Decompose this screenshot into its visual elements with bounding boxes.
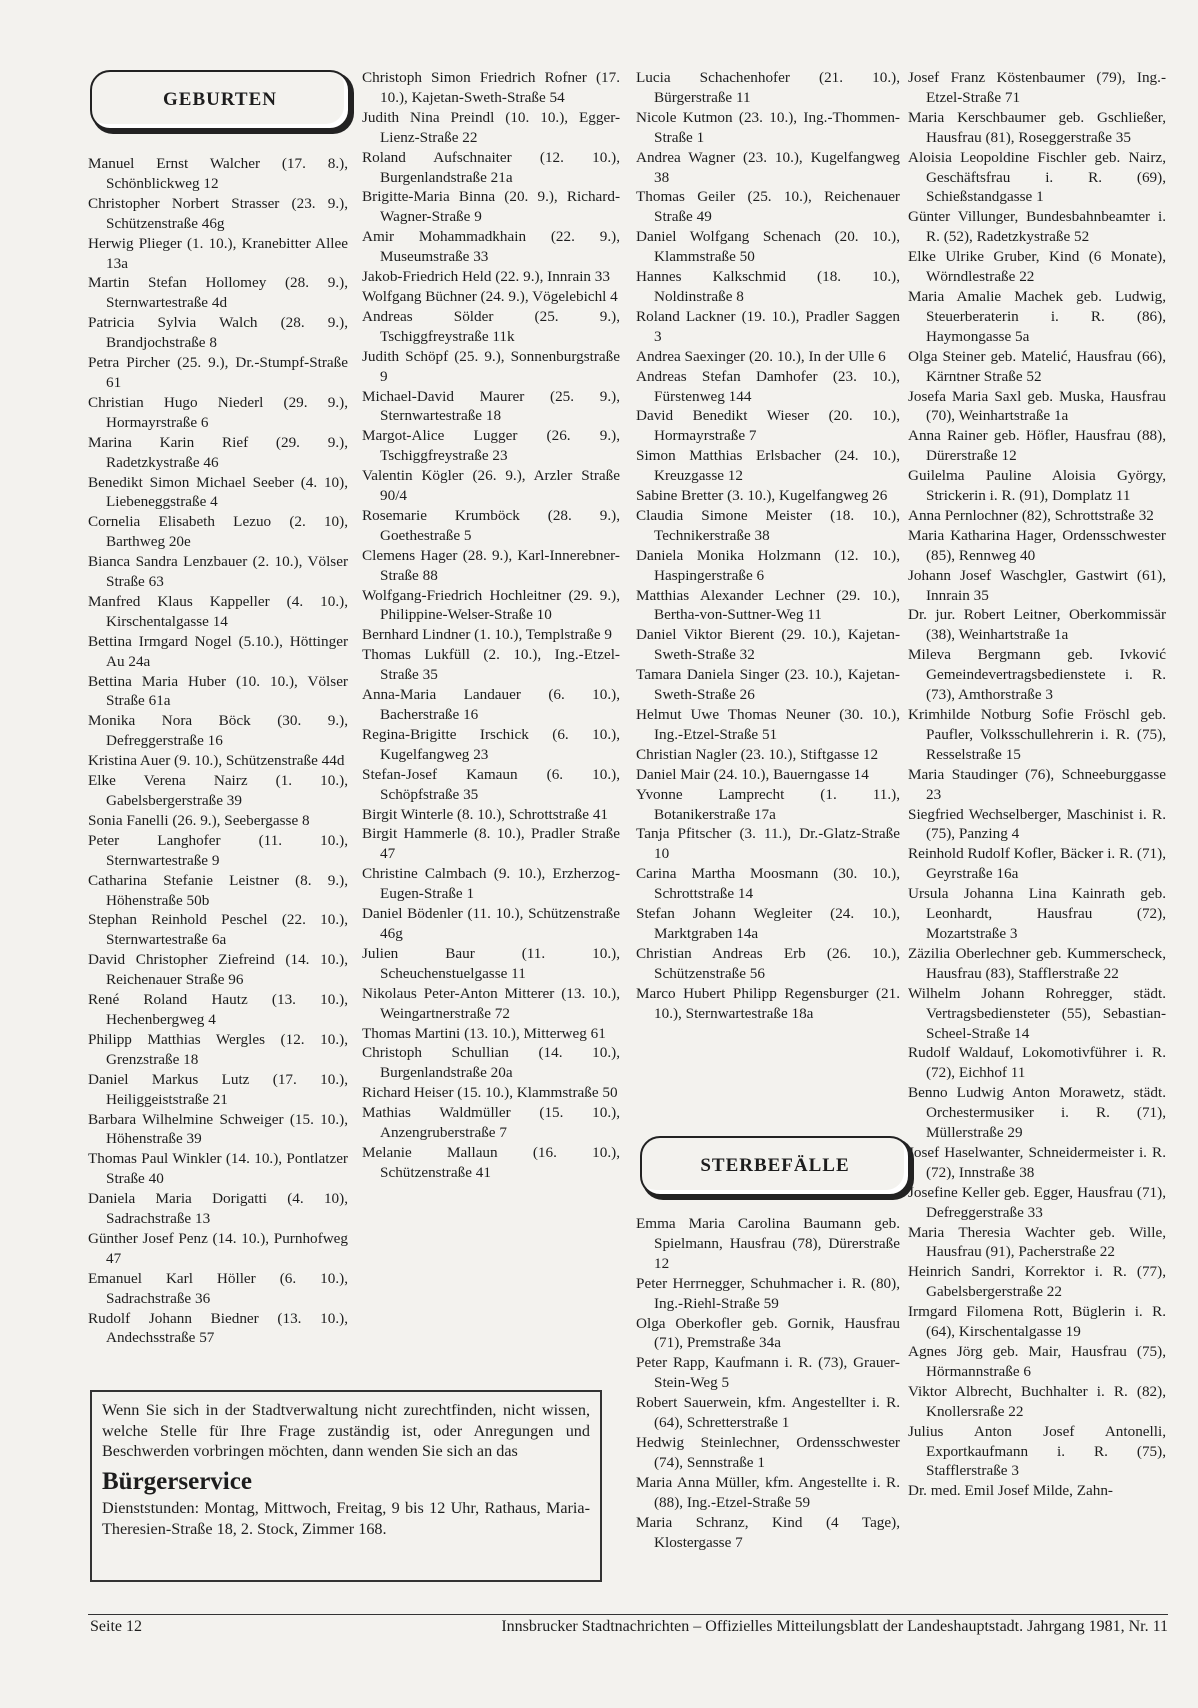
list-item: Josefine Keller geb. Egger, Hausfrau (71), Defreggerstraße 33 bbox=[908, 1183, 1166, 1221]
list-item: Christoph Simon Friedrich Rofner (17. 10.), Kajetan-Sweth-Straße 54 bbox=[362, 69, 620, 106]
list-item: Günter Villunger, Bundesbahnbeamter i. R. (52), Radetzkystraße 52 bbox=[908, 208, 1166, 246]
list-item: Josef Franz Köstenbaumer (79), Ing.-Etzel-Straße 71 bbox=[908, 69, 1166, 106]
list-item: Christian Hugo Niederl (29. 9.), Hormayrstraße 6 bbox=[88, 393, 348, 431]
list-item: Wilhelm Johann Rohregger, städt. Vertragsbediensteter (55), Sebastian-Scheel-Straße 14 bbox=[908, 984, 1166, 1042]
list-item: Thomas Geiler (25. 10.), Reichenauer Straße 49 bbox=[636, 188, 900, 226]
list-item: Barbara Wilhelmine Schweiger (15. 10.), Höhenstraße 39 bbox=[88, 1110, 348, 1148]
list-item: Thomas Paul Winkler (14. 10.), Pontlatzer Straße 40 bbox=[88, 1150, 348, 1188]
list-item: Rosemarie Krumböck (28. 9.), Goethestraße 5 bbox=[362, 506, 620, 544]
list-item: Daniel Mair (24. 10.), Bauerngasse 14 bbox=[636, 765, 869, 783]
list-item: Julius Anton Josef Antonelli, Exportkaufmann i. R. (75), Stafflerstraße 3 bbox=[908, 1422, 1166, 1480]
info-text: Wenn Sie sich in der Stadtverwaltung nicht zurechtfinden, nicht wissen, welche Stelle für Ihre Frage zuständig ist, oder Anregungen und Beschwerden vorbringen möchten, dann wenden Sie sich an das bbox=[102, 1401, 590, 1460]
list-item: Peter Herrnegger, Schuhmacher i. R. (80), Ing.-Riehl-Straße 59 bbox=[636, 1274, 900, 1312]
list-item: Andreas Stefan Damhofer (23. 10.), Fürstenweg 144 bbox=[636, 367, 900, 405]
list-item: Reinhold Rudolf Kofler, Bäcker i. R. (71), Geyrstraße 16a bbox=[908, 845, 1166, 883]
list-item: Julien Baur (11. 10.), Scheuchenstuelgasse 11 bbox=[362, 944, 620, 982]
list-item: Brigitte-Maria Binna (20. 9.), Richard-Wagner-Straße 9 bbox=[362, 188, 620, 226]
sterbefaelle-heading: STERBEFÄLLE bbox=[640, 1136, 910, 1196]
list-item: Claudia Simone Meister (18. 10.), Technikerstraße 38 bbox=[636, 506, 900, 544]
buergerservice-box bbox=[90, 1390, 602, 1582]
list-item: Sonia Fanelli (26. 9.), Seebergasse 8 bbox=[88, 811, 310, 829]
list-item: Regina-Brigitte Irschick (6. 10.), Kugelfangweg 23 bbox=[362, 725, 620, 763]
column-2 bbox=[362, 68, 620, 1183]
info-hours: Dienststunden: Montag, Mittwoch, Freitag, 9 bis 12 Uhr, Rathaus, Maria-Theresien-Straße 18, 2. Stock, Zimmer 168. bbox=[102, 1499, 590, 1538]
list-item: René Roland Hautz (13. 10.), Hechenbergweg 4 bbox=[88, 991, 348, 1028]
list-item: Dr. jur. Robert Leitner, Oberkommissär (38), Weinhartstraße 1a bbox=[908, 606, 1166, 644]
page-number: Seite 12 bbox=[90, 1618, 142, 1635]
list-item: Nikolaus Peter-Anton Mitterer (13. 10.), Weingartnerstraße 72 bbox=[362, 984, 620, 1022]
column-3-births bbox=[636, 68, 900, 1024]
list-item: Andrea Wagner (23. 10.), Kugelfangweg 38 bbox=[636, 148, 900, 186]
list-item: Hannes Kalkschmid (18. 10.), Noldinstraße 8 bbox=[636, 268, 900, 305]
list-item: Benedikt Simon Michael Seeber (4. 10), Liebeneggstraße 4 bbox=[88, 473, 348, 511]
list-item: Aloisia Leopoldine Fischler geb. Nairz, Geschäftsfrau i. R. (69), Schießstandgasse 1 bbox=[908, 148, 1166, 206]
list-item: Matthias Alexander Lechner (29. 10.), Bertha-von-Suttner-Weg 11 bbox=[636, 586, 900, 624]
column-3 bbox=[636, 68, 900, 1024]
list-item: Christopher Norbert Strasser (23. 9.), Schützenstraße 46g bbox=[88, 194, 348, 232]
list-item: Daniel Markus Lutz (17. 10.), Heiliggeiststraße 21 bbox=[88, 1070, 348, 1108]
geburten-heading: GEBURTEN bbox=[90, 70, 350, 130]
list-item: Judith Schöpf (25. 9.), Sonnenburgstraße 9 bbox=[362, 347, 620, 385]
list-item: Daniel Viktor Bierent (29. 10.), Kajetan-Sweth-Straße 32 bbox=[636, 626, 900, 664]
footer-divider bbox=[88, 1614, 1168, 1615]
list-item: Maria Anna Müller, kfm. Angestellte i. R. (88), Ing.-Etzel-Straße 59 bbox=[636, 1473, 900, 1511]
list-item: Lucia Schachenhofer (21. 10.), Bürgerstraße 11 bbox=[636, 69, 900, 106]
list-item: David Benedikt Wieser (20. 10.), Hormayrstraße 7 bbox=[636, 407, 900, 445]
list-item: Patricia Sylvia Walch (28. 9.), Brandjochstraße 8 bbox=[88, 314, 348, 352]
list-item: Amir Mohammadkhain (22. 9.), Museumstraße 33 bbox=[362, 228, 620, 266]
list-item: Viktor Albrecht, Buchhalter i. R. (82), Knollersraße 22 bbox=[908, 1382, 1166, 1420]
list-item: Guilelma Pauline Aloisia György, Strickerin i. R. (91), Domplatz 11 bbox=[908, 467, 1166, 505]
list-item: Heinrich Sandri, Korrektor i. R. (77), Gabelsbergerstraße 22 bbox=[908, 1263, 1166, 1301]
list-item: Bernhard Lindner (1. 10.), Templstraße 9 bbox=[362, 626, 613, 644]
list-item: Jakob-Friedrich Held (22. 9.), Innrain 33 bbox=[362, 268, 610, 286]
list-item: Maria Theresia Wachter geb. Wille, Hausfrau (91), Pacherstraße 22 bbox=[908, 1223, 1166, 1261]
list-item: Christoph Schullian (14. 10.), Burgenlandstraße 20a bbox=[362, 1044, 620, 1082]
column-1 bbox=[88, 154, 348, 1348]
list-item: Catharina Stefanie Leistner (8. 9.), Höhenstraße 50b bbox=[88, 871, 348, 909]
list-item: Zäzilia Oberlechner geb. Kummerscheck, Hausfrau (83), Stafflerstraße 22 bbox=[908, 944, 1166, 982]
publication-line: Innsbrucker Stadtnachrichten – Offizielles Mitteilungsblatt der Landeshauptstadt. Jahrgang 1981, Nr. 11 bbox=[501, 1618, 1168, 1635]
list-item: Elke Ulrike Gruber, Kind (6 Monate), Wörndlestraße 22 bbox=[908, 248, 1166, 286]
list-item: Roland Aufschnaiter (12. 10.), Burgenlandstraße 21a bbox=[362, 148, 620, 186]
list-item: Sabine Bretter (3. 10.), Kugelfangweg 26 bbox=[636, 487, 888, 505]
list-item: Yvonne Lamprecht (1. 11.), Botanikerstraße 17a bbox=[636, 785, 900, 823]
list-item: Clemens Hager (28. 9.), Karl-Innerebner-Straße 88 bbox=[362, 546, 620, 584]
list-item: Monika Nora Böck (30. 9.), Defreggerstraße 16 bbox=[88, 712, 348, 750]
list-item: Dr. med. Emil Josef Milde, Zahn- bbox=[908, 1482, 1113, 1500]
list-item: Martin Stefan Hollomey (28. 9.), Sternwartestraße 4d bbox=[88, 274, 348, 312]
list-item: David Christopher Ziefreind (14. 10.), Reichenauer Straße 96 bbox=[88, 951, 348, 989]
list-item: Simon Matthias Erlsbacher (24. 10.), Kreuzgasse 12 bbox=[636, 447, 900, 485]
list-item: Andreas Sölder (25. 9.), Tschiggfreystraße 11k bbox=[362, 307, 620, 345]
list-item: Manfred Klaus Kappeller (4. 10.), Kirschentalgasse 14 bbox=[88, 592, 348, 630]
list-item: Mileva Bergmann geb. Ivković Gemeindevertragsbedienstete i. R. (73), Amthorstraße 3 bbox=[908, 646, 1166, 704]
list-item: Josef Haselwanter, Schneidermeister i. R. (72), Innstraße 38 bbox=[908, 1143, 1166, 1181]
list-item: Peter Rapp, Kaufmann i. R. (73), Grauer-Stein-Weg 5 bbox=[636, 1354, 900, 1392]
list-item: Thomas Lukfüll (2. 10.), Ing.-Etzel-Straße 35 bbox=[362, 646, 620, 684]
list-item: Benno Ludwig Anton Morawetz, städt. Orchestermusiker i. R. (71), Müllerstraße 29 bbox=[908, 1084, 1166, 1142]
list-item: Margot-Alice Lugger (26. 9.), Tschiggfreystraße 23 bbox=[362, 427, 620, 465]
list-item: Michael-David Maurer (25. 9.), Sternwartestraße 18 bbox=[362, 387, 620, 425]
list-item: Andrea Saexinger (20. 10.), In der Ulle 6 bbox=[636, 347, 886, 365]
list-item: Daniela Monika Holzmann (12. 10.), Haspingerstraße 6 bbox=[636, 546, 900, 584]
list-item: Hedwig Steinlechner, Ordensschwester (74), Sennstraße 1 bbox=[636, 1433, 900, 1471]
list-item: Manuel Ernst Walcher (17. 8.), Schönblickweg 12 bbox=[88, 155, 348, 192]
list-item: Bianca Sandra Lenzbauer (2. 10.), Völser Straße 63 bbox=[88, 553, 348, 591]
list-item: Bettina Maria Huber (10. 10.), Völser Straße 61a bbox=[88, 672, 348, 710]
list-item: Bettina Irmgard Nogel (5.10.), Höttinger Au 24a bbox=[88, 632, 348, 670]
list-item: Tanja Pfitscher (3. 11.), Dr.-Glatz-Straße 10 bbox=[636, 825, 900, 863]
list-item: Thomas Martini (13. 10.), Mitterweg 61 bbox=[362, 1024, 606, 1042]
list-item: Kristina Auer (9. 10.), Schützenstraße 44d bbox=[88, 752, 345, 770]
list-item: Maria Katharina Hager, Ordensschwester (85), Rennweg 40 bbox=[908, 526, 1166, 564]
list-item: Olga Steiner geb. Matelić, Hausfrau (66), Kärntner Straße 52 bbox=[908, 347, 1166, 385]
list-item: Anna Pernlochner (82), Schrottstraße 32 bbox=[908, 506, 1154, 524]
list-item: Birgit Winterle (8. 10.), Schrottstraße 41 bbox=[362, 805, 609, 823]
list-item: Agnes Jörg geb. Mair, Hausfrau (75), Hörmannstraße 6 bbox=[908, 1343, 1166, 1380]
list-item: Melanie Mallaun (16. 10.), Schützenstraße 41 bbox=[362, 1143, 620, 1181]
list-item: Herwig Plieger (1. 10.), Kranebitter Allee 13a bbox=[88, 234, 348, 272]
column-3-deaths bbox=[636, 1214, 900, 1552]
list-item: Anna-Maria Landauer (6. 10.), Bacherstraße 16 bbox=[362, 686, 620, 723]
list-item: Krimhilde Notburg Sofie Fröschl geb. Paufler, Volksschullehrerin i. R. (75), Resselstraße 15 bbox=[908, 706, 1166, 763]
list-item: Helmut Uwe Thomas Neuner (30. 10.), Ing.-Etzel-Straße 51 bbox=[636, 706, 900, 743]
list-item: Christine Calmbach (9. 10.), Erzherzog-Eugen-Straße 1 bbox=[362, 865, 620, 903]
list-item: Josefa Maria Saxl geb. Muska, Hausfrau (70), Weinhartstraße 1a bbox=[908, 387, 1166, 425]
list-item: Johann Josef Waschgler, Gastwirt (61), Innrain 35 bbox=[908, 566, 1166, 604]
list-item: Maria Amalie Machek geb. Ludwig, Steuerberaterin i. R. (86), Haymongasse 5a bbox=[908, 287, 1166, 345]
list-item: Daniel Bödenler (11. 10.), Schützenstraße 46g bbox=[362, 905, 620, 942]
list-item: Philipp Matthias Wergles (12. 10.), Grenzstraße 18 bbox=[88, 1030, 348, 1068]
list-item: Wolfgang-Friedrich Hochleitner (29. 9.), Philippine-Welser-Straße 10 bbox=[362, 586, 620, 624]
list-item: Olga Oberkofler geb. Gornik, Hausfrau (71), Premstraße 34a bbox=[636, 1314, 900, 1352]
list-item: Valentin Kögler (26. 9.), Arzler Straße 90/4 bbox=[362, 467, 620, 505]
list-item: Anna Rainer geb. Höfler, Hausfrau (88), Dürerstraße 12 bbox=[908, 427, 1166, 465]
list-item: Maria Schranz, Kind (4 Tage), Klostergasse 7 bbox=[636, 1513, 900, 1551]
list-item: Marina Karin Rief (29. 9.), Radetzkystraße 46 bbox=[88, 433, 348, 471]
list-item: Cornelia Elisabeth Lezuo (2. 10), Barthweg 20e bbox=[88, 513, 348, 551]
list-item: Peter Langhofer (11. 10.), Sternwartestraße 9 bbox=[88, 831, 348, 869]
list-item: Elke Verena Nairz (1. 10.), Gabelsbergerstraße 39 bbox=[88, 772, 348, 809]
info-title: Bürgerservice bbox=[102, 1467, 252, 1495]
list-item: Marco Hubert Philipp Regensburger (21. 10.), Sternwartestraße 18a bbox=[636, 984, 900, 1022]
list-item: Stefan-Josef Kamaun (6. 10.), Schöpfstraße 35 bbox=[362, 765, 620, 803]
list-item: Roland Lackner (19. 10.), Pradler Saggen 3 bbox=[636, 307, 900, 345]
list-item: Birgit Hammerle (8. 10.), Pradler Straße 47 bbox=[362, 825, 620, 863]
list-item: Carina Martha Moosmann (30. 10.), Schrottstraße 14 bbox=[636, 865, 900, 903]
list-item: Nicole Kutmon (23. 10.), Ing.-Thommen-Straße 1 bbox=[636, 108, 900, 146]
list-item: Petra Pircher (25. 9.), Dr.-Stumpf-Straße 61 bbox=[88, 354, 348, 391]
list-item: Christian Nagler (23. 10.), Stiftgasse 12 bbox=[636, 745, 879, 763]
list-item: Stephan Reinhold Peschel (22. 10.), Sternwartestraße 6a bbox=[88, 911, 348, 949]
list-item: Judith Nina Preindl (10. 10.), Egger-Lienz-Straße 22 bbox=[362, 108, 620, 146]
list-item: Emma Maria Carolina Baumann geb. Spielmann, Hausfrau (78), Dürerstraße 12 bbox=[636, 1215, 900, 1272]
list-item: Christian Andreas Erb (26. 10.), Schützenstraße 56 bbox=[636, 944, 900, 982]
list-item: Stefan Johann Wegleiter (24. 10.), Marktgraben 14a bbox=[636, 905, 900, 942]
list-item: Rudolf Waldauf, Lokomotivführer i. R. (72), Eichhof 11 bbox=[908, 1044, 1166, 1082]
list-item: Daniel Wolfgang Schenach (20. 10.), Klammstraße 50 bbox=[636, 228, 900, 266]
list-item: Robert Sauerwein, kfm. Angestellter i. R. (64), Schretterstraße 1 bbox=[636, 1394, 900, 1432]
list-item: Rudolf Johann Biedner (13. 10.), Andechsstraße 57 bbox=[88, 1309, 348, 1347]
list-item: Tamara Daniela Singer (23. 10.), Kajetan-Sweth-Straße 26 bbox=[636, 666, 900, 704]
list-item: Ursula Johanna Lina Kainrath geb. Leonhardt, Hausfrau (72), Mozartstraße 3 bbox=[908, 885, 1166, 942]
list-item: Daniela Maria Dorigatti (4. 10), Sadrachstraße 13 bbox=[88, 1190, 348, 1228]
list-item: Siegfried Wechselberger, Maschinist i. R. (75), Panzing 4 bbox=[908, 805, 1166, 843]
list-item: Emanuel Karl Höller (6. 10.), Sadrachstraße 36 bbox=[88, 1269, 348, 1307]
list-item: Günther Josef Penz (14. 10.), Purnhofweg 47 bbox=[88, 1229, 348, 1267]
list-item: Wolfgang Büchner (24. 9.), Vögelebichl 4 bbox=[362, 287, 618, 305]
list-item: Irmgard Filomena Rott, Büglerin i. R. (64), Kirschentalgasse 19 bbox=[908, 1303, 1166, 1341]
list-item: Maria Staudinger (76), Schneeburggasse 23 bbox=[908, 765, 1166, 803]
list-item: Richard Heiser (15. 10.), Klammstraße 50 bbox=[362, 1084, 618, 1102]
column-4 bbox=[908, 68, 1166, 1501]
list-item: Mathias Waldmüller (15. 10.), Anzengruberstraße 7 bbox=[362, 1104, 620, 1142]
list-item: Maria Kerschbaumer geb. Gschließer, Hausfrau (81), Roseggerstraße 35 bbox=[908, 108, 1166, 146]
